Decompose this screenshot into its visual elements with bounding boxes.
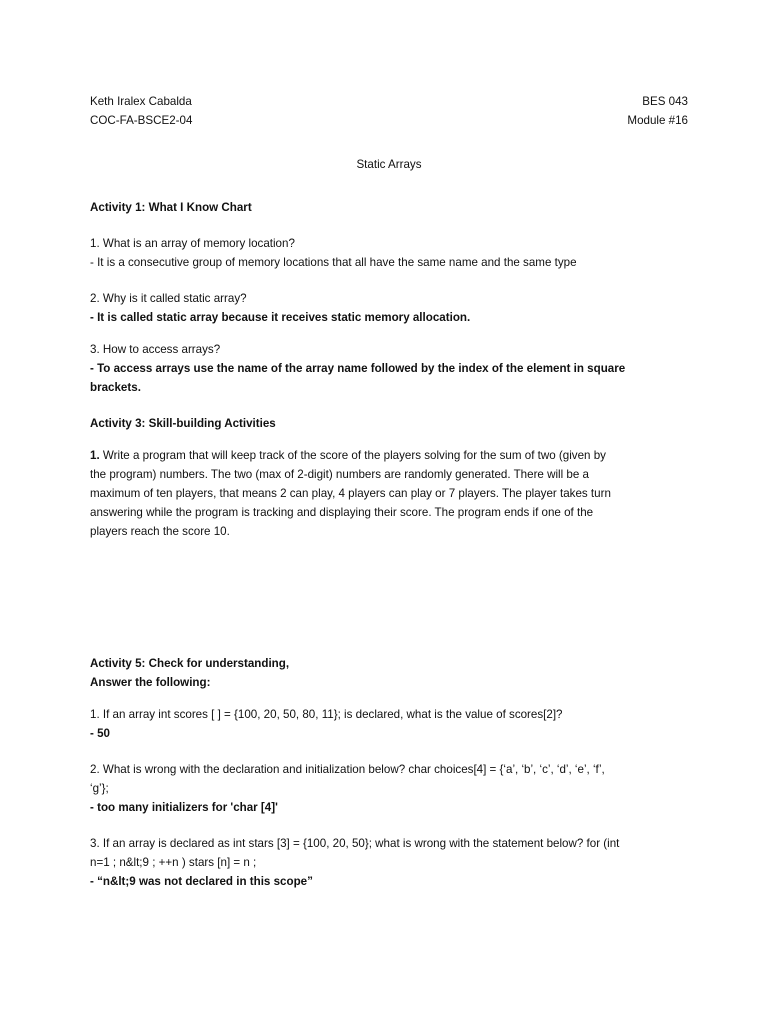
activity5-question-1: 1. If an array int scores [ ] = {100, 20, 50, 80, 11}; is declared, what is the value of scores[2]?: [90, 708, 563, 721]
activity5-answer-1: - 50: [90, 727, 110, 740]
module-number: Module #16: [627, 114, 688, 127]
document-title: Static Arrays: [356, 158, 422, 171]
activity5-subheading: Answer the following:: [90, 676, 211, 689]
activity5-question-2-line2: ‘g’};: [90, 782, 109, 795]
activity5-heading: Activity 5: Check for understanding,: [90, 657, 290, 670]
activity5-question-2-line1: 2. What is wrong with the declaration and initialization below? char choices[4] = {‘a’, ‘b’, ‘c’, ‘d’, ‘e’, ‘f’,: [90, 763, 605, 776]
activity3-number: 1.: [90, 449, 100, 462]
activity3-line4: answering while the program is tracking and displaying their score. The program ends if one of the: [90, 506, 594, 519]
activity1-heading: Activity 1: What I Know Chart: [90, 201, 252, 214]
activity3-heading: Activity 3: Skill-building Activities: [90, 417, 276, 430]
student-section: COC-FA-BSCE2-04: [90, 114, 193, 127]
activity1-answer-1: - It is a consecutive group of memory locations that all have the same name and the same type: [90, 256, 577, 269]
activity1-question-3: 3. How to access arrays?: [90, 343, 221, 356]
activity5-question-3-line2: n=1 ; n&lt;9 ; ++n ) stars [n] = n ;: [90, 856, 257, 869]
course-code: BES 043: [642, 95, 688, 108]
activity1-answer-2: - It is called static array because it receives static memory allocation.: [90, 311, 471, 324]
activity5-answer-3: - “n&lt;9 was not declared in this scope”: [90, 875, 313, 888]
activity1-question-2: 2. Why is it called static array?: [90, 292, 247, 305]
activity1-answer-3-line2: brackets.: [90, 381, 141, 394]
activity5-answer-2: - too many initializers for 'char [4]': [90, 801, 278, 814]
activity3-line2: the program) numbers. The two (max of 2-digit) numbers are randomly generated. There will be a: [90, 468, 589, 481]
activity5-question-3-line1: 3. If an array is declared as int stars [3] = {100, 20, 50}; what is wrong with the statement below? for (int: [90, 837, 620, 850]
student-name: Keth Iralex Cabalda: [90, 95, 192, 108]
activity1-answer-3-line1: - To access arrays use the name of the array name followed by the index of the element in square: [90, 362, 626, 375]
header-row-2: [90, 111, 688, 130]
activity3-line5: players reach the score 10.: [90, 525, 230, 538]
document-page: [90, 92, 688, 891]
activity1-question-1: 1. What is an array of memory location?: [90, 237, 295, 250]
header-row-1: [90, 92, 688, 111]
activity3-line1: [90, 446, 688, 465]
activity3-line1-text: Write a program that will keep track of the score of the players solving for the sum of two (given by: [99, 449, 606, 462]
activity3-line3: maximum of ten players, that means 2 can play, 4 players can play or 7 players. The player takes turn: [90, 487, 611, 500]
